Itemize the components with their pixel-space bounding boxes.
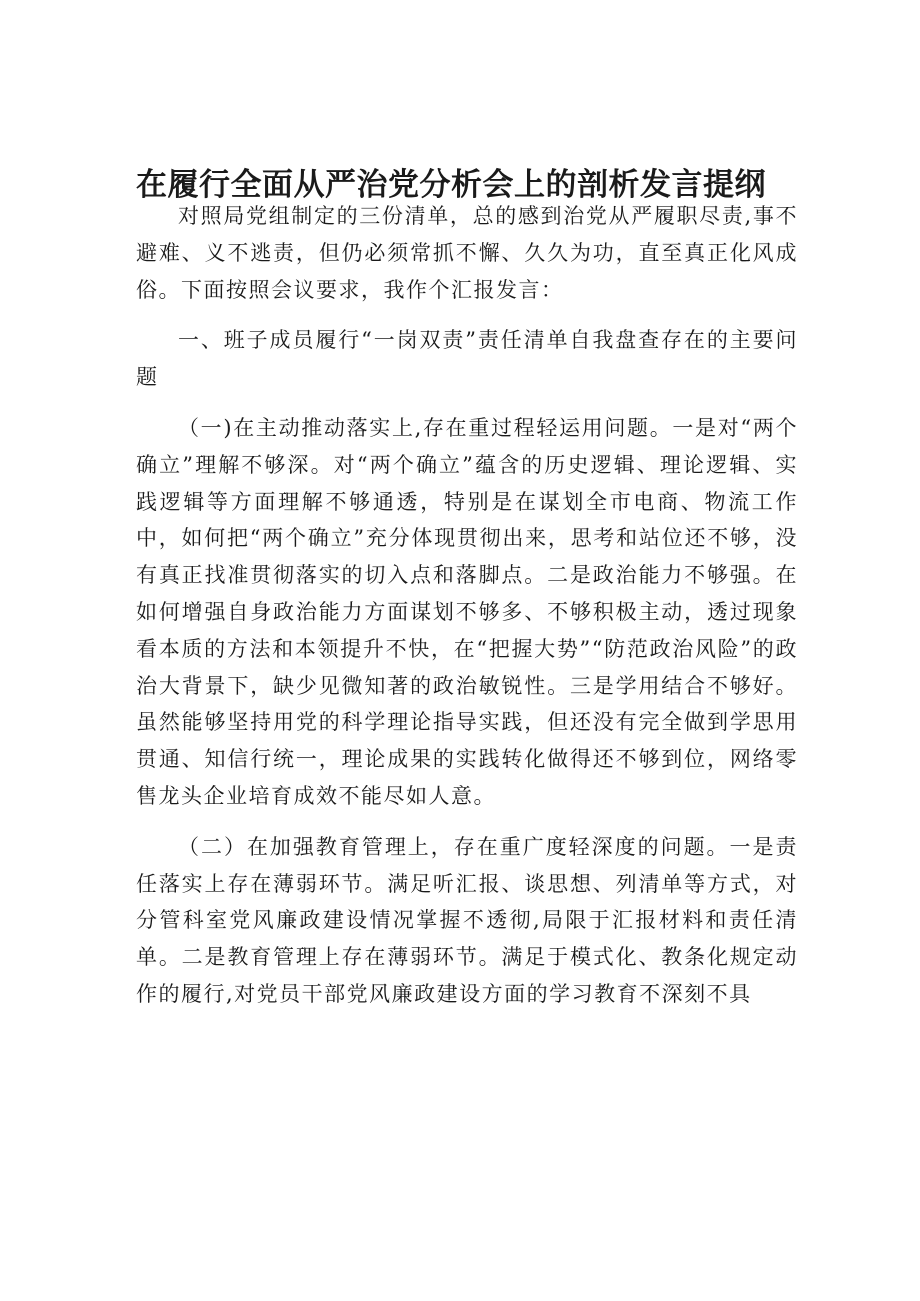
paragraph-intro: 对照局党组制定的三份清单，总的感到治党从严履职尽责,事不避难、义不逃责，但仍必须常抓不懈、久久为功，直至真正化风成俗。下面按照会议要求，我作个汇报发言： bbox=[136, 204, 798, 302]
section-heading-1: 一、班子成员履行“一岗双责”责任清单自我盘查存在的主要问题 bbox=[136, 328, 798, 390]
paragraph-subsection-2: （二）在加强教育管理上，存在重广度轻深度的问题。一是责任落实上存在薄弱环节。满足听汇报、谈思想、列清单等方式，对分管科室党风廉政建设情况掌握不透彻,局限于汇报材料和责任清单。二是教育管理上存在薄弱环节。满足于模式化、教条化规定动作的履行,对党员干部党风廉政建设方面的学习教育不深刻不具 bbox=[136, 834, 798, 1006]
paragraph-subsection-1: （一)在主动推动落实上,存在重过程轻运用问题。一是对“两个确立”理解不够深。对“两个确立”蕴含的历史逻辑、理论逻辑、实践逻辑等方面理解不够通透，特别是在谋划全市电商、物流工作中，如何把“两个确立”充分体现贯彻出来，思考和站位还不够，没有真正找准贯彻落实的切入点和落脚点。二是政治能力不够强。在如何增强自身政治能力方面谋划不够多、不够积极主动，透过现象看本质的方法和本领提升不快，在“把握大势”“防范政治风险”的政治大背景下，缺少见微知著的政治敏锐性。三是学用结合不够好。虽然能够坚持用党的科学理论指导实践，但还没有完全做到学思用贯通、知信行统一，理论成果的实践转化做得还不够到位，网络零售龙头企业培育成效不能尽如人意。 bbox=[136, 415, 798, 808]
document-body bbox=[136, 198, 798, 1013]
document-title: 在履行全面从严治党分析会上的剖析发言提纲 bbox=[136, 167, 766, 203]
